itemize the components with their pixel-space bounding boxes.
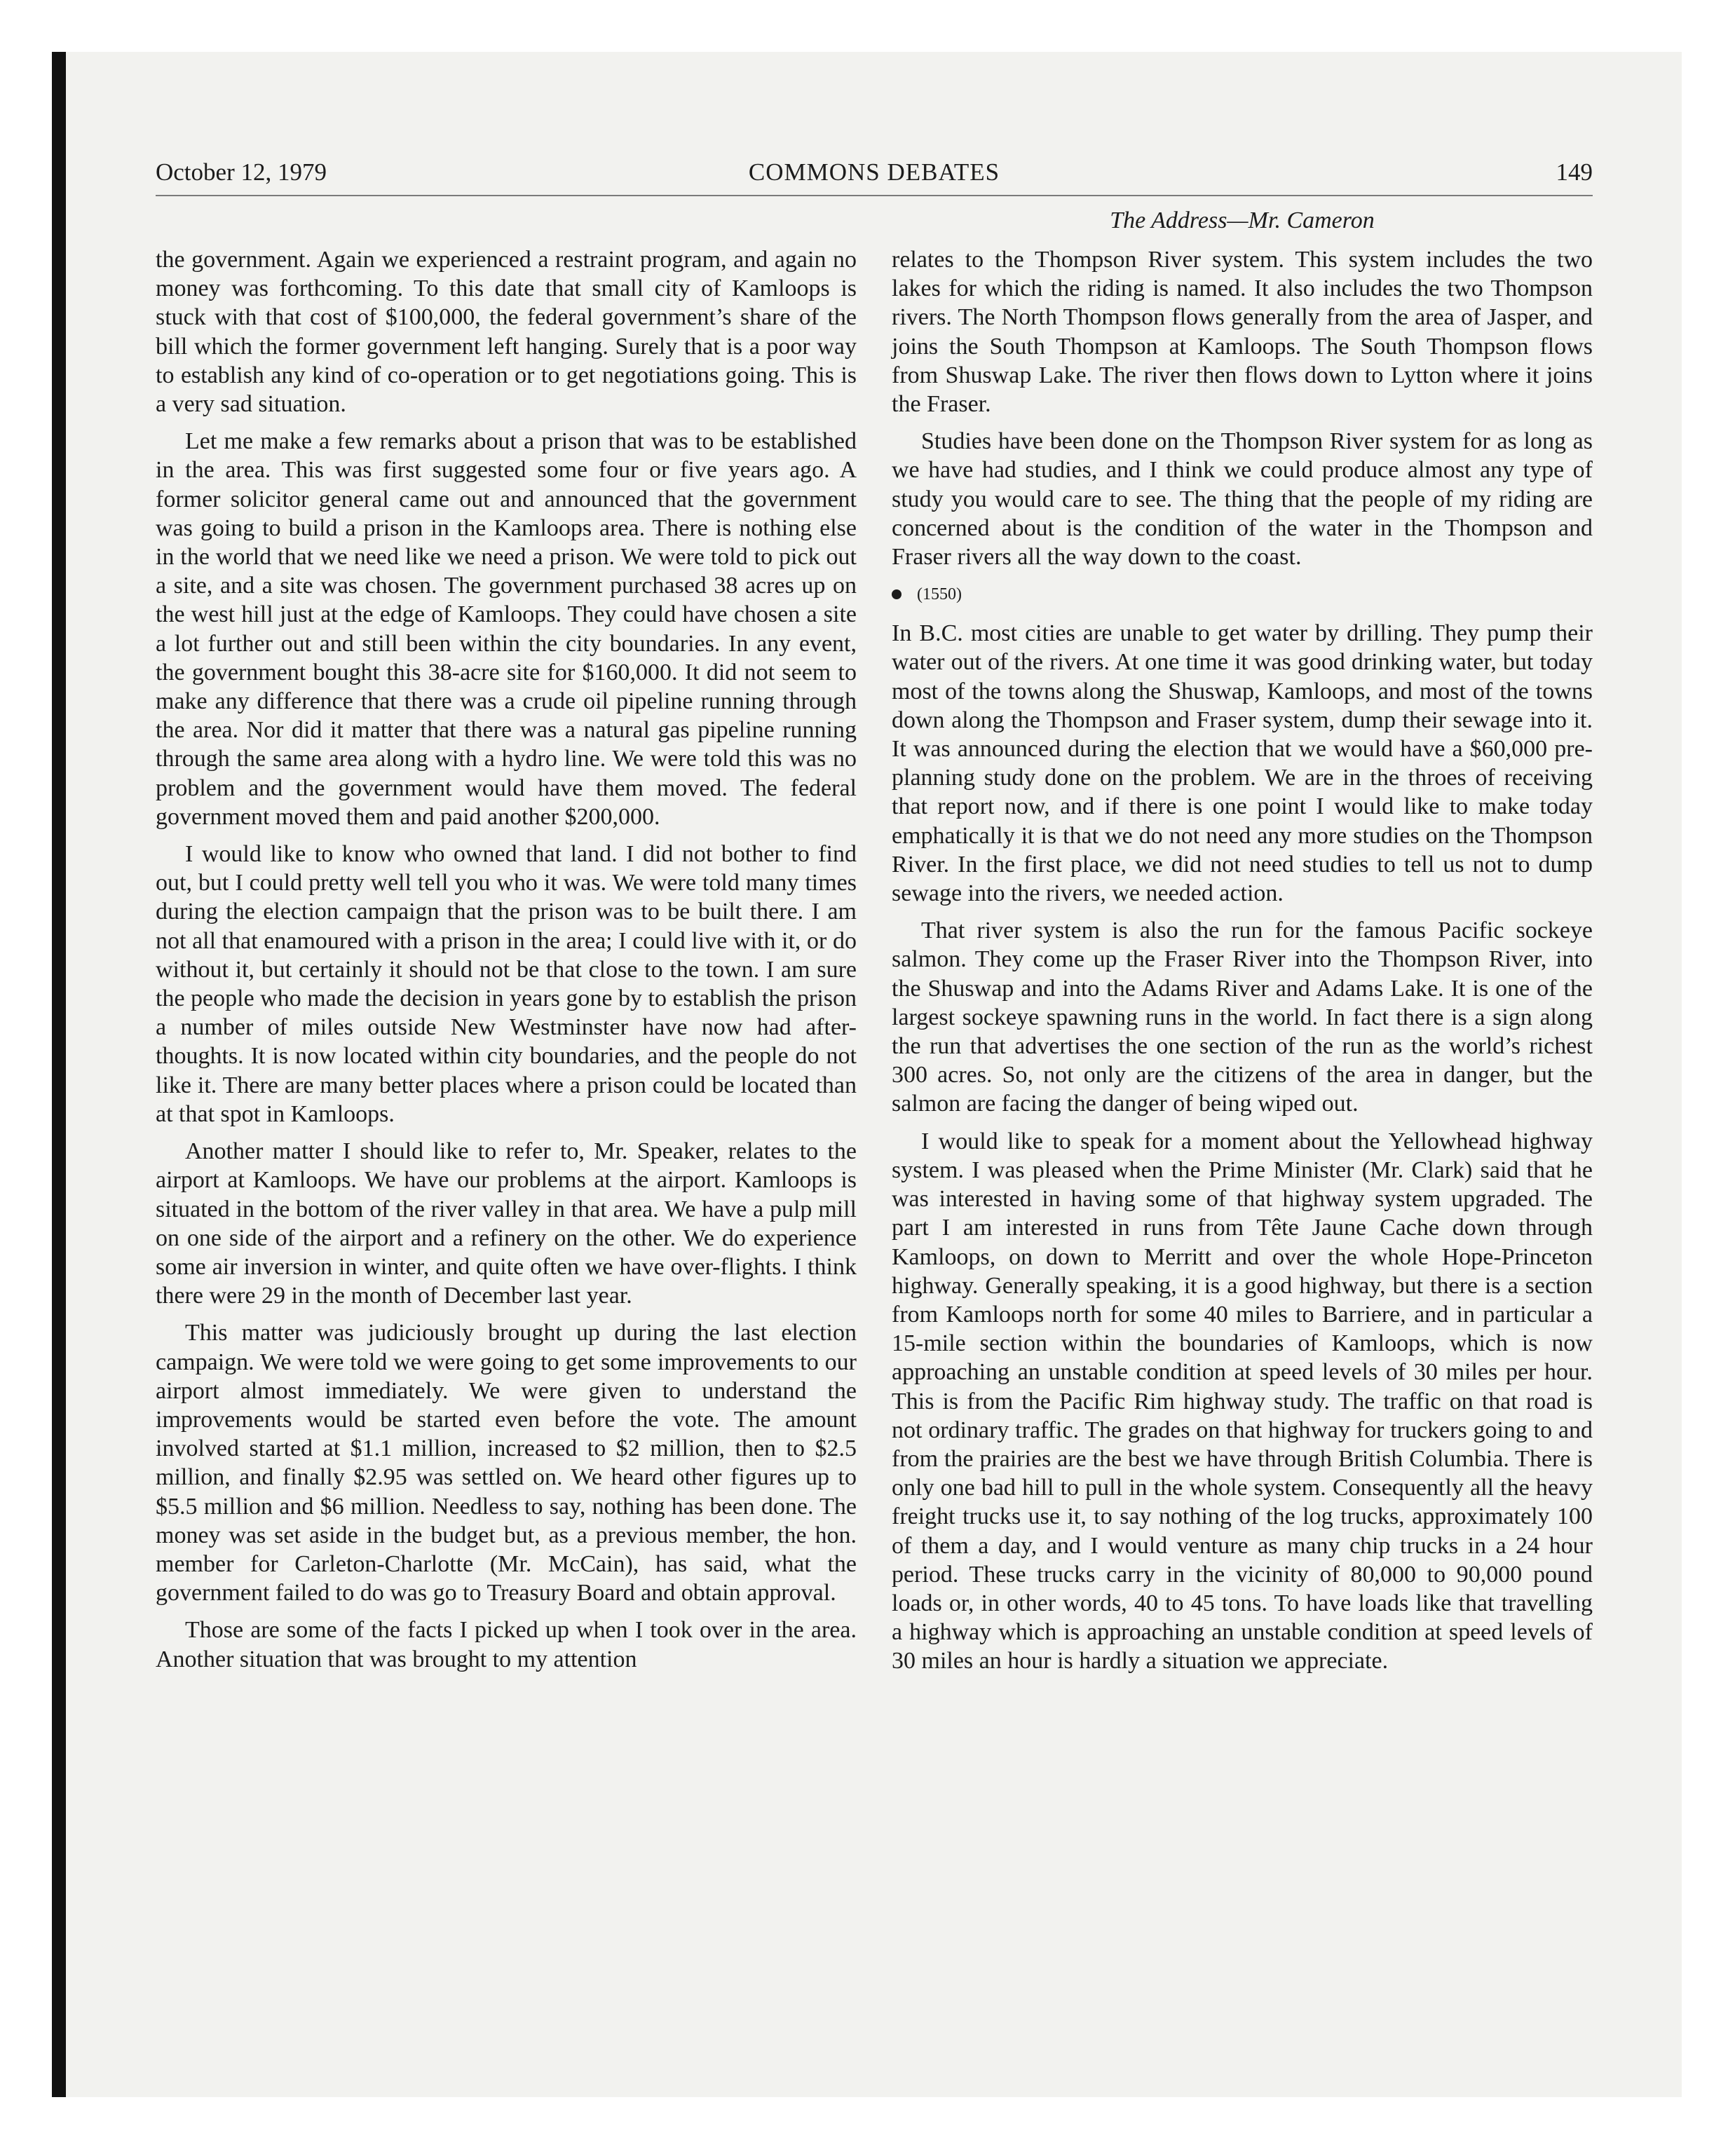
paragraph: That river system is also the run for the famous Pacific sockeye salmon. They come up the Fraser River into the Thompson River, into the Shuswap and into the Adams River and Adams Lake. It is one of the largest sockeye spawning runs in the world. In fact there is a sign along the run that advertises the one section of the run as the world’s richest 300 acres. So, not only are the citizens of the area in danger, but the salmon are facing the danger of being wiped out. — [892, 917, 1593, 1117]
speaker-heading: The Address—Mr. Cameron — [1110, 207, 1375, 233]
paragraph: Those are some of the facts I picked up when I took over in the area. Another situation that was brought to my attention — [156, 1617, 857, 1672]
paragraph: Let me make a few remarks about a prison that was to be established in the area. This was first suggested some four or five years ago. A former solicitor general came out and announced that the government was going to build a prison in the Kamloops area. There is nothing else in the world that we need like we need a prison. We were told to pick out a site, and a site was chosen. The government purchased 38 acres up on the west hill just at the edge of Kamloops. They could have chosen a site a lot further out and still been within the city boundaries. In any event, the government bought this 38-acre site for $160,000. It did not seem to make any difference that there was a crude oil pipeline running through the area. Nor did it matter that there was a natural gas pipeline running through the same area along with a hydro line. We were told this was no problem and the government would have them moved. The federal government moved them and paid another $200,000. — [156, 428, 857, 830]
paragraph: This matter was judiciously brought up during the last election campaign. We were told we were going to get some improvements to our airport almost immediately. We were given to understand the improvements would be started even before the vote. The amount involved started at $1.1 million, increased to $2 million, then to $2.5 million, and finally $2.95 was settled on. We heard other figures up to $5.5 million and $6 million. Needless to say, nothing has been done. The money was set aside in the budget but, as a previous member, the hon. member for Carleton-Charlotte (Mr. McCain), has said, what the government failed to do was go to Treasury Board and obtain approval. — [156, 1320, 857, 1606]
paragraph: relates to the Thompson River system. This system includes the two lakes for which the riding is named. It also includes the two Thompson rivers. The North Thompson flows generally from the area of Jasper, and joins the South Thompson at Kamloops. The South Thompson flows from Shuswap Lake. The river then flows down to Lytton where it joins the Fraser. — [892, 247, 1593, 418]
paragraph: In B.C. most cities are unable to get water by drilling. They pump their water out of the rivers. At one time it was good drinking water, but today most of the towns along the Shuswap, Kamloops, and most of the towns down along the Thompson and Fraser system, dump their sewage into it. It was announced during the election that we would have a $60,000 pre-planning study done on the problem. We are in the throes of receiving that report now, and if there is one point I would like to make today emphatically it is that we do not need any more studies on the Thompson River. In the first place, we did not need studies to tell us not to dump sewage into the rivers, we needed action. — [892, 620, 1593, 907]
time-marker — [892, 582, 1593, 606]
paragraph: Studies have been done on the Thompson River system for as long as we have had studies, and I think we could produce almost any type of study you would care to see. The thing that the people of my riding are concerned about is the condition of the water in the Thompson and Fraser rivers all the way down to the coast. — [892, 428, 1593, 571]
bullet-icon — [892, 589, 901, 599]
header-journal-title: COMMONS DEBATES — [748, 158, 1000, 186]
paragraph: I would like to speak for a moment about the Yellowhead highway system. I was pleased when the Prime Minister (Mr. Clark) said that he was interested in having some of that highway system upgraded. The part I am interested in runs from Tête Jaune Cache down through Kamloops, on down to Merritt and over the whole Hope-Princeton highway. Generally speaking, it is a good highway, but there is a section from Kamloops north for some 40 miles to Barriere, and in particular a 15-mile section within the boundaries of Kamloops, which is now approaching an unstable condition at speed levels of 30 miles per hour. This is from the Pacific Rim highway study. The traffic on that road is not ordinary traffic. The grades on that highway for truckers going to and from the prairies are the best we have through British Columbia. There is only one bad hill to pull in the whole system. Consequently all the heavy freight trucks use it, to say nothing of the log trucks, approximately 100 of them a day, and I would venture as many chip trucks in a 24 hour period. These trucks carry in the vicinity of 80,000 to 90,000 pound loads or, in other words, 40 to 45 tons. To have loads like that travelling a highway which is approaching an unstable condition at speed levels of 30 miles an hour is hardly a situation we appreciate. — [892, 1128, 1593, 1674]
running-header — [156, 156, 1593, 196]
left-column — [156, 245, 857, 1682]
paragraph: the government. Again we experienced a restraint program, and again no money was forthcoming. To this date that small city of Kamloops is stuck with that cost of $100,000, the federal government’s share of the bill which the former government left hanging. Surely that is a poor way to establish any kind of co-operation or to get negotiations going. This is a very sad situation. — [156, 247, 857, 418]
scan-border — [52, 52, 66, 2097]
paragraph: Another matter I should like to refer to, Mr. Speaker, relates to the airport at Kamloops. We have our problems at the airport. Kamloops is situated in the bottom of the river valley in that area. We have a pulp mill on one side of the airport and a refinery on the other. We do experience some air inversion in winter, and quite often we have over-flights. I think there were 29 in the month of December last year. — [156, 1138, 857, 1309]
right-column — [892, 245, 1593, 1684]
header-page-number: 149 — [1556, 158, 1593, 186]
header-date: October 12, 1979 — [156, 158, 327, 186]
paragraph: I would like to know who owned that land. I did not bother to find out, but I could pretty well tell you who it was. We were told many times during the election campaign that the prison was to be built there. I am not all that enamoured with a prison in the area; I could live with it, or do without it, but certainly it should not be that close to the town. I am sure the people who made the decision in years gone by to establish the prison a number of miles outside New Westminster have now had after-thoughts. It is now located within city boundaries, and the people do not like it. There are many better places where a prison could be located than at that spot in Kamloops. — [156, 841, 857, 1127]
time-marker-label: (1550) — [917, 585, 962, 604]
